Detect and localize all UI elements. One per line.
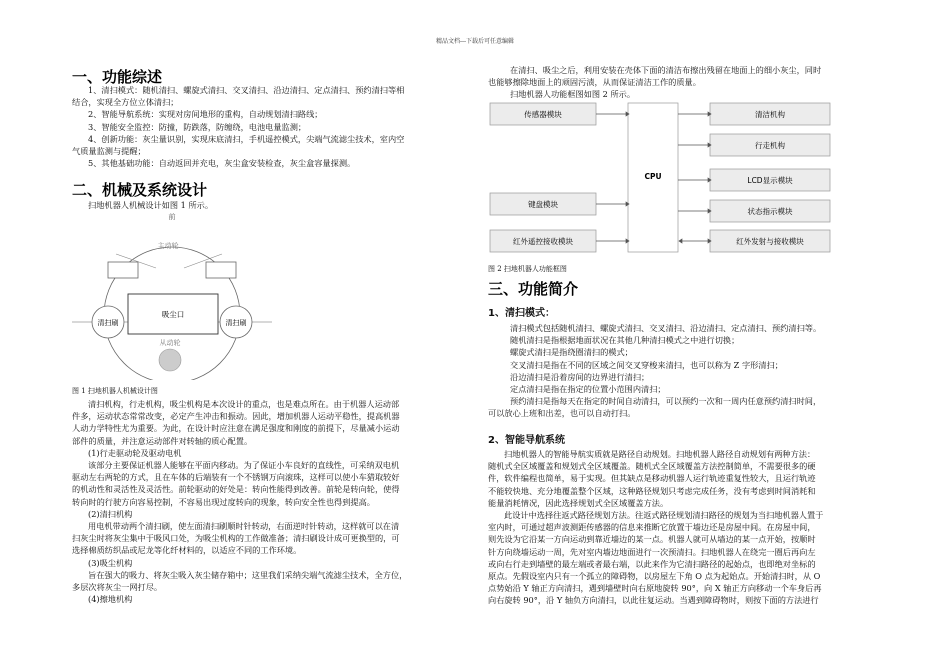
navigation-text xyxy=(488,448,880,607)
driven-wheel-label: 从动轮 xyxy=(159,339,181,347)
section-title: (3)吸尘机构 xyxy=(88,557,133,568)
heading-intro: 三、功能简介 xyxy=(488,280,579,298)
body-line: 向右旋转 90°，沿 Y 轴负方向清扫，以此往复运动。当遇到障碍物时，则按下面的方法进行 xyxy=(488,595,819,606)
heading-navigation: 2、智能导航系统 xyxy=(488,435,565,446)
page-header: 精品文档---下载后可任意编辑 xyxy=(435,38,515,45)
body-line: 原点。先假设室内只有一个孤立的障碍物，以房屋左下角 O 点为起始点。开始清扫时，从 O xyxy=(488,571,821,582)
heading-functions: 一、功能综述 xyxy=(72,68,163,86)
front-label: 前 xyxy=(168,213,176,221)
body-line: 转向时的行驶方向容易控制，不容易出现过度转向的现象，转向安全性也得到提高。 xyxy=(72,496,375,507)
body-line: 室内时，可通过超声波测距传感器的信息来推断它放置于墙边还是房屋中间。在房屋中间， xyxy=(488,522,816,533)
body-line: 此设计中选择往返式路径规划方法。往返式路径规划清扫路径的规划为当扫地机器人置于 xyxy=(504,510,824,521)
heading-clean-mode: 1、清扫模式： xyxy=(488,308,555,319)
body-line: 针方向绕墙运动一周，先对室内墙边地面进行一次预清扫。扫地机器人在绕完一圈后再向左 xyxy=(488,546,816,557)
body-line: 的机动性和灵活性及灵活性。前轮驱动的好处是：转向性能得到改善。前轮是转向轮，使得 xyxy=(72,484,400,495)
body-line: 预约清扫是指每天在指定的时间自动清扫，可以预约一次和一周内任意预约清扫时间， xyxy=(510,396,822,407)
block-status-label: 状态指示模块 xyxy=(747,207,793,216)
body-line: 可以放心上班和出差，也可以自动打扫。 xyxy=(488,408,636,419)
robot-mechanical-diagram xyxy=(72,210,272,380)
body-line: 扫灰尘时将灰尘集中于吸风口处，为吸尘机构的工作做准备；清扫刷设计成可更换型的，可 xyxy=(72,533,400,544)
function-item: 4、创新功能：灰尘量识别，实现床底清扫，手机遥控模式，尖端气流滤尘技术，室内空 xyxy=(88,133,405,144)
body-line: 不能较快地、充分地覆盖整个区域，这种路径规划只考虑完成任务，没有考虑到时间消耗和 xyxy=(488,485,816,496)
body-line: 选择棉质纺织品或尼龙等化纤材料的，以适应不同的工作环境。 xyxy=(72,545,302,556)
body-line: 件，软件编程也简单，易于实现。但其缺点是移动机器人运行轨迹重复性较大，且运行轨迹 xyxy=(488,473,816,484)
suction-port-label: 吸尘口 xyxy=(161,310,185,319)
block-keyboard-label: 键盘模块 xyxy=(528,200,558,209)
body-line: 也能够擦除地面上的顽固污渍，从而保证清洁工作的质量。 xyxy=(488,77,701,88)
body-line: 清扫模式包括随机清扫、螺旋式清扫、交叉清扫、沿边清扫、定点清扫、预约清扫等。 xyxy=(510,323,822,333)
body-line: 随机清扫是指根据地面状况在其他几种清扫模式之中进行切换； xyxy=(510,335,740,346)
body-line: 人动力学特性尤为重要。为此，在设计时应注意在满足强度和刚度的前提下，尽量减小运动 xyxy=(72,423,400,434)
function-list xyxy=(72,84,464,169)
body-line: 扫地机器人的智能导航实质就是路径自动规划。扫地机器人路径自动规划有两种方法： xyxy=(504,449,816,459)
block-ir-receive-label: 红外遥控接收模块 xyxy=(513,237,573,246)
body-line: 件多，运动状态常常改变，必定产生冲击和振动。因此，增加机器人运动平稳性，提高机器 xyxy=(72,411,400,422)
body-line: 则先设为它沿某一方向运动到靠近墙边的某一点。机器人就可从墙边的某一点开始，按顺时 xyxy=(488,534,816,545)
body-line: 随机式全区域覆盖和规划式全区域覆盖。随机式全区域覆盖方法控制简单，不需要很多的硬 xyxy=(488,461,816,472)
mech-intro: 扫地机器人机械设计如图 1 所示。 xyxy=(88,200,214,210)
body-line: 交叉清扫是指在不同的区域之间交叉穿梭来清扫，也可以称为 Z 字形清扫； xyxy=(510,359,783,370)
body-line: 或向右行走到墙壁的最左端或者最右端，以此来作为它清扫路径的起始点，也即绝对坐标的 xyxy=(488,558,816,569)
body-line: 用电机带动两个清扫刷，使左面清扫刷顺时针转动，右面逆时针转动，这样就可以在清 xyxy=(88,521,400,532)
function-item: 1、清扫模式：随机清扫、螺旋式清扫、交叉清扫、沿边清扫、定点清扫、预约清扫等相 xyxy=(88,85,405,95)
figure1-caption: 图 1 扫地机器人机械设计图 xyxy=(72,387,158,395)
function-item: 结合，实现全方位立体清扫； xyxy=(72,97,179,108)
body-line: 部件的质量，并注意运动部件对转轴的质心配置。 xyxy=(72,435,253,446)
block-lcd-label: LCD显示模块 xyxy=(747,176,793,185)
block-cpu-label: CPU xyxy=(644,172,662,181)
body-line: 能量消耗情况，因此选择规划式全区域覆盖方法。 xyxy=(488,497,669,508)
body-line: 定点清扫是指在指定的位置小范围内清扫； xyxy=(510,384,666,395)
section-title: (4)擦地机构 xyxy=(88,594,133,605)
left-brush-label: 清扫刷 xyxy=(97,319,119,327)
function-item: 气质量监测与提醒； xyxy=(72,146,146,157)
driven-wheel xyxy=(159,349,181,371)
right-brush-label: 清扫刷 xyxy=(225,319,247,327)
section-title: (1)行走驱动轮及驱动电机 xyxy=(88,447,182,458)
section-title: (2)清扫机构 xyxy=(88,508,133,519)
body-line: 旨在强大的吸力、将灰尘吸入灰尘储存箱中；这里我们采纳尖端气流滤尘技术，全方位， xyxy=(88,569,408,580)
right-drive-wheel xyxy=(206,262,236,278)
body-line: 驱动左右两轮的方式，且在车体的后端装有一个不锈钢万向滚珠，这样可以使小车猎取较好 xyxy=(72,472,400,483)
heading-mechanical: 二、机械及系统设计 xyxy=(72,181,208,199)
block-sensor-label: 传感器模块 xyxy=(524,110,562,119)
body-line: 该部分主要保证机器人能够在平面内移动。为了保证小车良好的直线性，可采纳双电机 xyxy=(88,460,400,471)
clean-mode-text xyxy=(488,322,880,420)
right-intro xyxy=(488,64,880,101)
figure2-caption: 图 2 扫地机器人功能框图 xyxy=(488,265,567,273)
function-item: 2、智能导航系统：实现对房间地形的重构，自动规划清扫路线； xyxy=(88,109,323,120)
function-block-diagram xyxy=(488,101,872,257)
block-ir-transceiver-label: 红外发射与接收模块 xyxy=(736,237,804,246)
body-line: 沿边清扫是沿着房间的边界进行清扫； xyxy=(510,371,650,382)
body-line: 多层次将灰尘一网打尽。 xyxy=(72,582,163,593)
main-wheel-label: 主动轮 xyxy=(157,242,179,250)
function-item: 3、智能安全监控：防撞，防跌落，防缠绕，电池电量监测； xyxy=(88,121,307,132)
left-body xyxy=(72,398,464,605)
left-drive-wheel xyxy=(108,262,138,278)
body-line: 扫地机器人功能框图如图 2 所示。 xyxy=(510,89,636,100)
function-item: 5、其他基础功能：自动返回并充电，灰尘盒安装检查，灰尘盒容量探测。 xyxy=(88,158,356,169)
body-line: 螺旋式清扫是指绕圈清扫的模式； xyxy=(510,347,633,358)
body-line: 点势始沿 Y 轴正方向清扫，遇到墙壁时向右原地旋转 90°，向 X 轴正方向移动一个车身后再 xyxy=(488,583,822,594)
block-cleaning-label: 清洁机构 xyxy=(755,110,785,119)
body-line: 在清扫、吸尘之后，利用安装在壳体下面的清洁布擦出残留在地面上的细小灰尘，同时 xyxy=(510,65,822,75)
block-walking-label: 行走机构 xyxy=(755,141,785,150)
body-line: 清扫机构，行走机构，吸尘机构是本次设计的重点，也是难点所在。由于机器人运动部 xyxy=(88,399,400,409)
